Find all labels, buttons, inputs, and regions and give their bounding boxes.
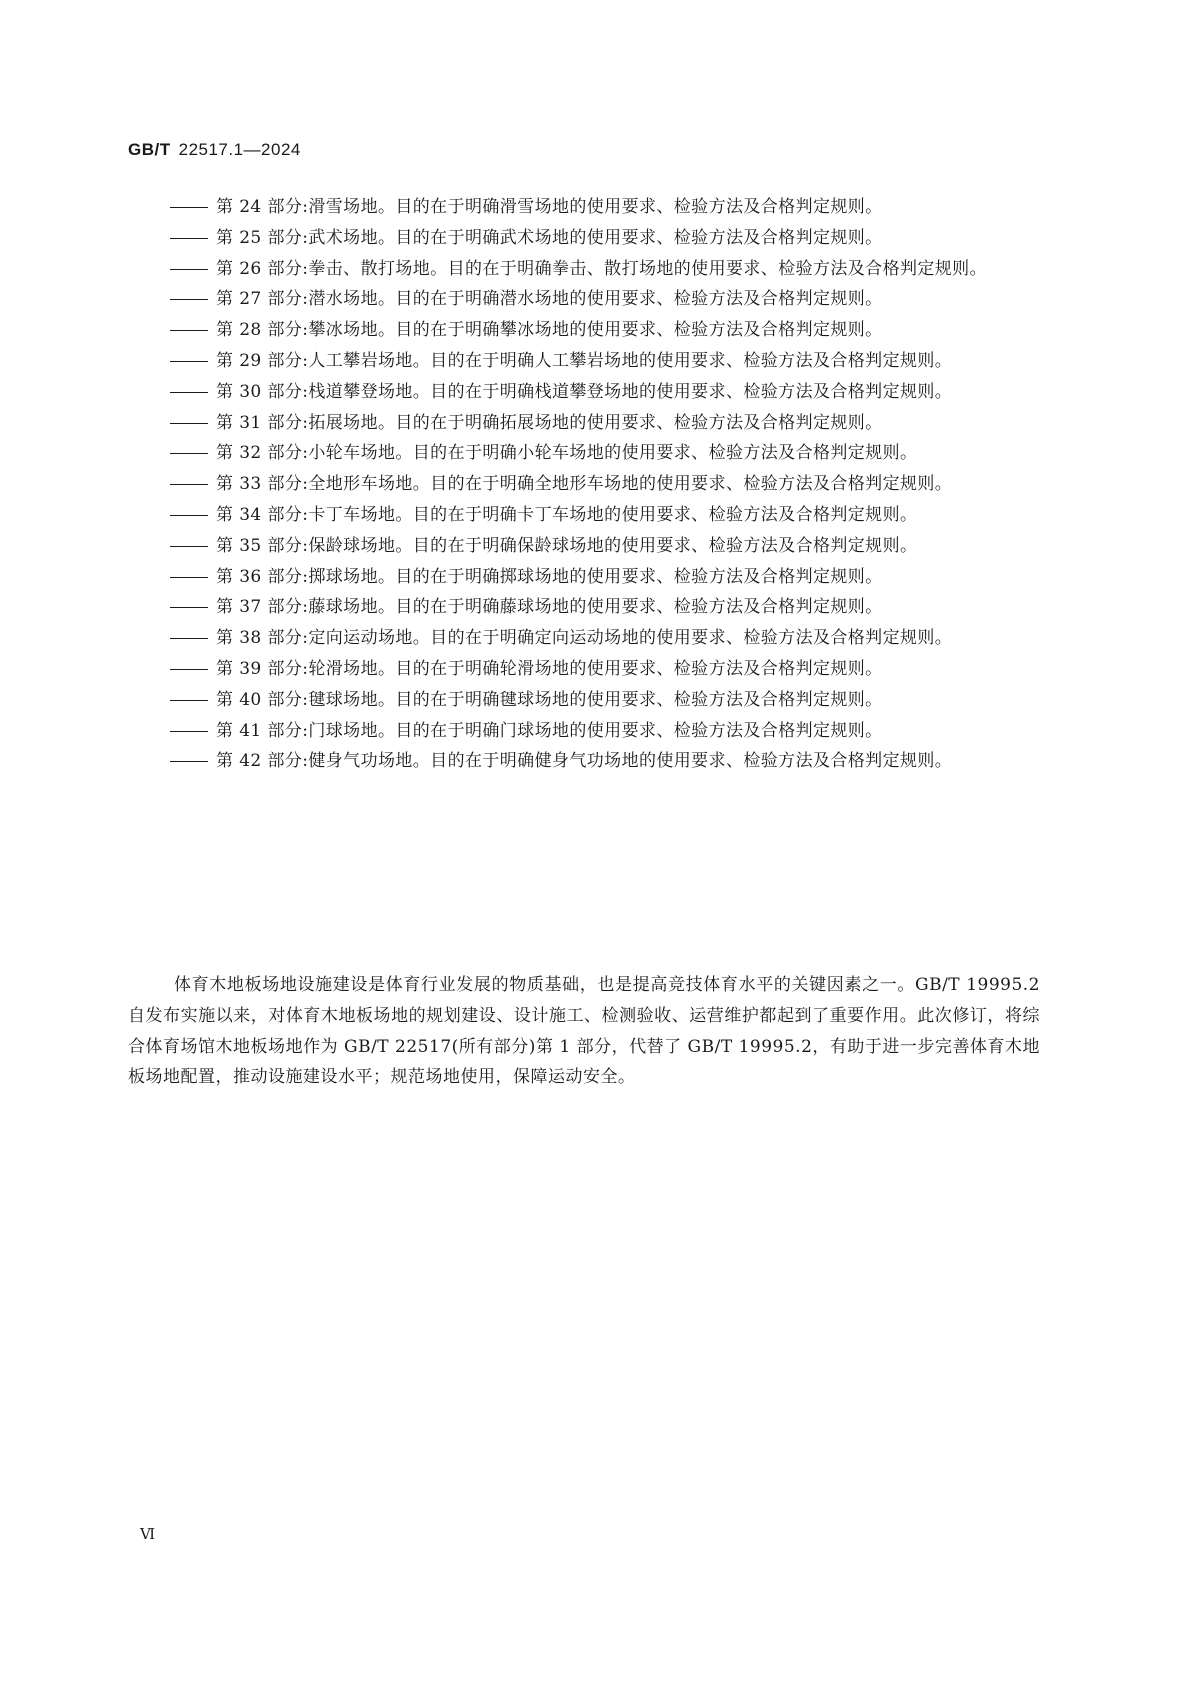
part-item xyxy=(170,192,1040,223)
part-text: 第 41 部分:门球场地。目的在于明确门球场地的使用要求、检验方法及合格判定规则。 xyxy=(216,720,883,741)
parts-list xyxy=(170,192,1040,777)
part-text: 第 27 部分:潜水场地。目的在于明确潜水场地的使用要求、检验方法及合格判定规则。 xyxy=(216,289,883,310)
part-text: 第 37 部分:藤球场地。目的在于明确藤球场地的使用要求、检验方法及合格判定规则。 xyxy=(216,597,883,618)
part-item xyxy=(170,377,1040,408)
part-item xyxy=(170,562,1040,593)
part-item xyxy=(170,284,1040,315)
part-text: 第 25 部分:武术场地。目的在于明确武术场地的使用要求、检验方法及合格判定规则。 xyxy=(216,227,883,248)
part-item xyxy=(170,592,1040,623)
standard-prefix: GB/T xyxy=(128,140,171,159)
part-text: 第 33 部分:全地形车场地。目的在于明确全地形车场地的使用要求、检验方法及合格判定规则。 xyxy=(216,474,953,495)
part-text: 第 31 部分:拓展场地。目的在于明确拓展场地的使用要求、检验方法及合格判定规则。 xyxy=(216,412,883,433)
part-item xyxy=(170,346,1040,377)
part-item xyxy=(170,223,1040,254)
part-text: 第 32 部分:小轮车场地。目的在于明确小轮车场地的使用要求、检验方法及合格判定规则。 xyxy=(216,443,918,464)
part-item xyxy=(170,654,1040,685)
part-text: 第 39 部分:轮滑场地。目的在于明确轮滑场地的使用要求、检验方法及合格判定规则。 xyxy=(216,658,883,679)
part-text: 第 40 部分:毽球场地。目的在于明确毽球场地的使用要求、检验方法及合格判定规则。 xyxy=(216,689,883,710)
part-item xyxy=(170,685,1040,716)
part-item xyxy=(170,408,1040,439)
part-item xyxy=(170,500,1040,531)
part-text: 第 38 部分:定向运动场地。目的在于明确定向运动场地的使用要求、检验方法及合格判定规则。 xyxy=(216,628,953,649)
part-item xyxy=(170,254,1040,285)
part-text: 第 30 部分:栈道攀登场地。目的在于明确栈道攀登场地的使用要求、检验方法及合格判定规则。 xyxy=(216,381,953,402)
part-item xyxy=(170,315,1040,346)
part-item xyxy=(170,746,1040,777)
body-paragraph: 体育木地板场地设施建设是体育行业发展的物质基础，也是提高竞技体育水平的关键因素之一。GB/T 19995.2 自发布实施以来，对体育木地板场地的规划建设、设计施工、检测验收、运营维护都起到了重要作用。此次修订，将综合体育场馆木地板场地作为 GB/T 22517(所有部分)第 1 部分，代替了 GB/T 19995.2，有助于进一步完善体育木地板场地配置，推动设施建设水平；规范场地使用，保障运动安全。 xyxy=(128,975,1040,1088)
standard-code-header xyxy=(128,140,301,160)
part-text: 第 35 部分:保龄球场地。目的在于明确保龄球场地的使用要求、检验方法及合格判定规则。 xyxy=(216,535,918,556)
part-text: 第 36 部分:掷球场地。目的在于明确掷球场地的使用要求、检验方法及合格判定规则。 xyxy=(216,566,883,587)
part-item xyxy=(170,716,1040,747)
part-item xyxy=(170,438,1040,469)
part-text: 第 29 部分:人工攀岩场地。目的在于明确人工攀岩场地的使用要求、检验方法及合格判定规则。 xyxy=(216,350,953,371)
page-number: Ⅵ xyxy=(140,1525,156,1543)
part-text: 第 24 部分:滑雪场地。目的在于明确滑雪场地的使用要求、检验方法及合格判定规则。 xyxy=(216,197,883,217)
part-item xyxy=(170,531,1040,562)
part-item xyxy=(170,623,1040,654)
part-text: 第 42 部分:健身气功场地。目的在于明确健身气功场地的使用要求、检验方法及合格判定规则。 xyxy=(216,751,953,772)
part-text: 第 28 部分:攀冰场地。目的在于明确攀冰场地的使用要求、检验方法及合格判定规则。 xyxy=(216,320,883,341)
standard-number: 22517.1—2024 xyxy=(178,140,301,159)
part-text: 第 26 部分:拳击、散打场地。目的在于明确拳击、散打场地的使用要求、检验方法及合格判定规则。 xyxy=(216,258,987,279)
part-text: 第 34 部分:卡丁车场地。目的在于明确卡丁车场地的使用要求、检验方法及合格判定规则。 xyxy=(216,504,918,525)
part-item xyxy=(170,469,1040,500)
